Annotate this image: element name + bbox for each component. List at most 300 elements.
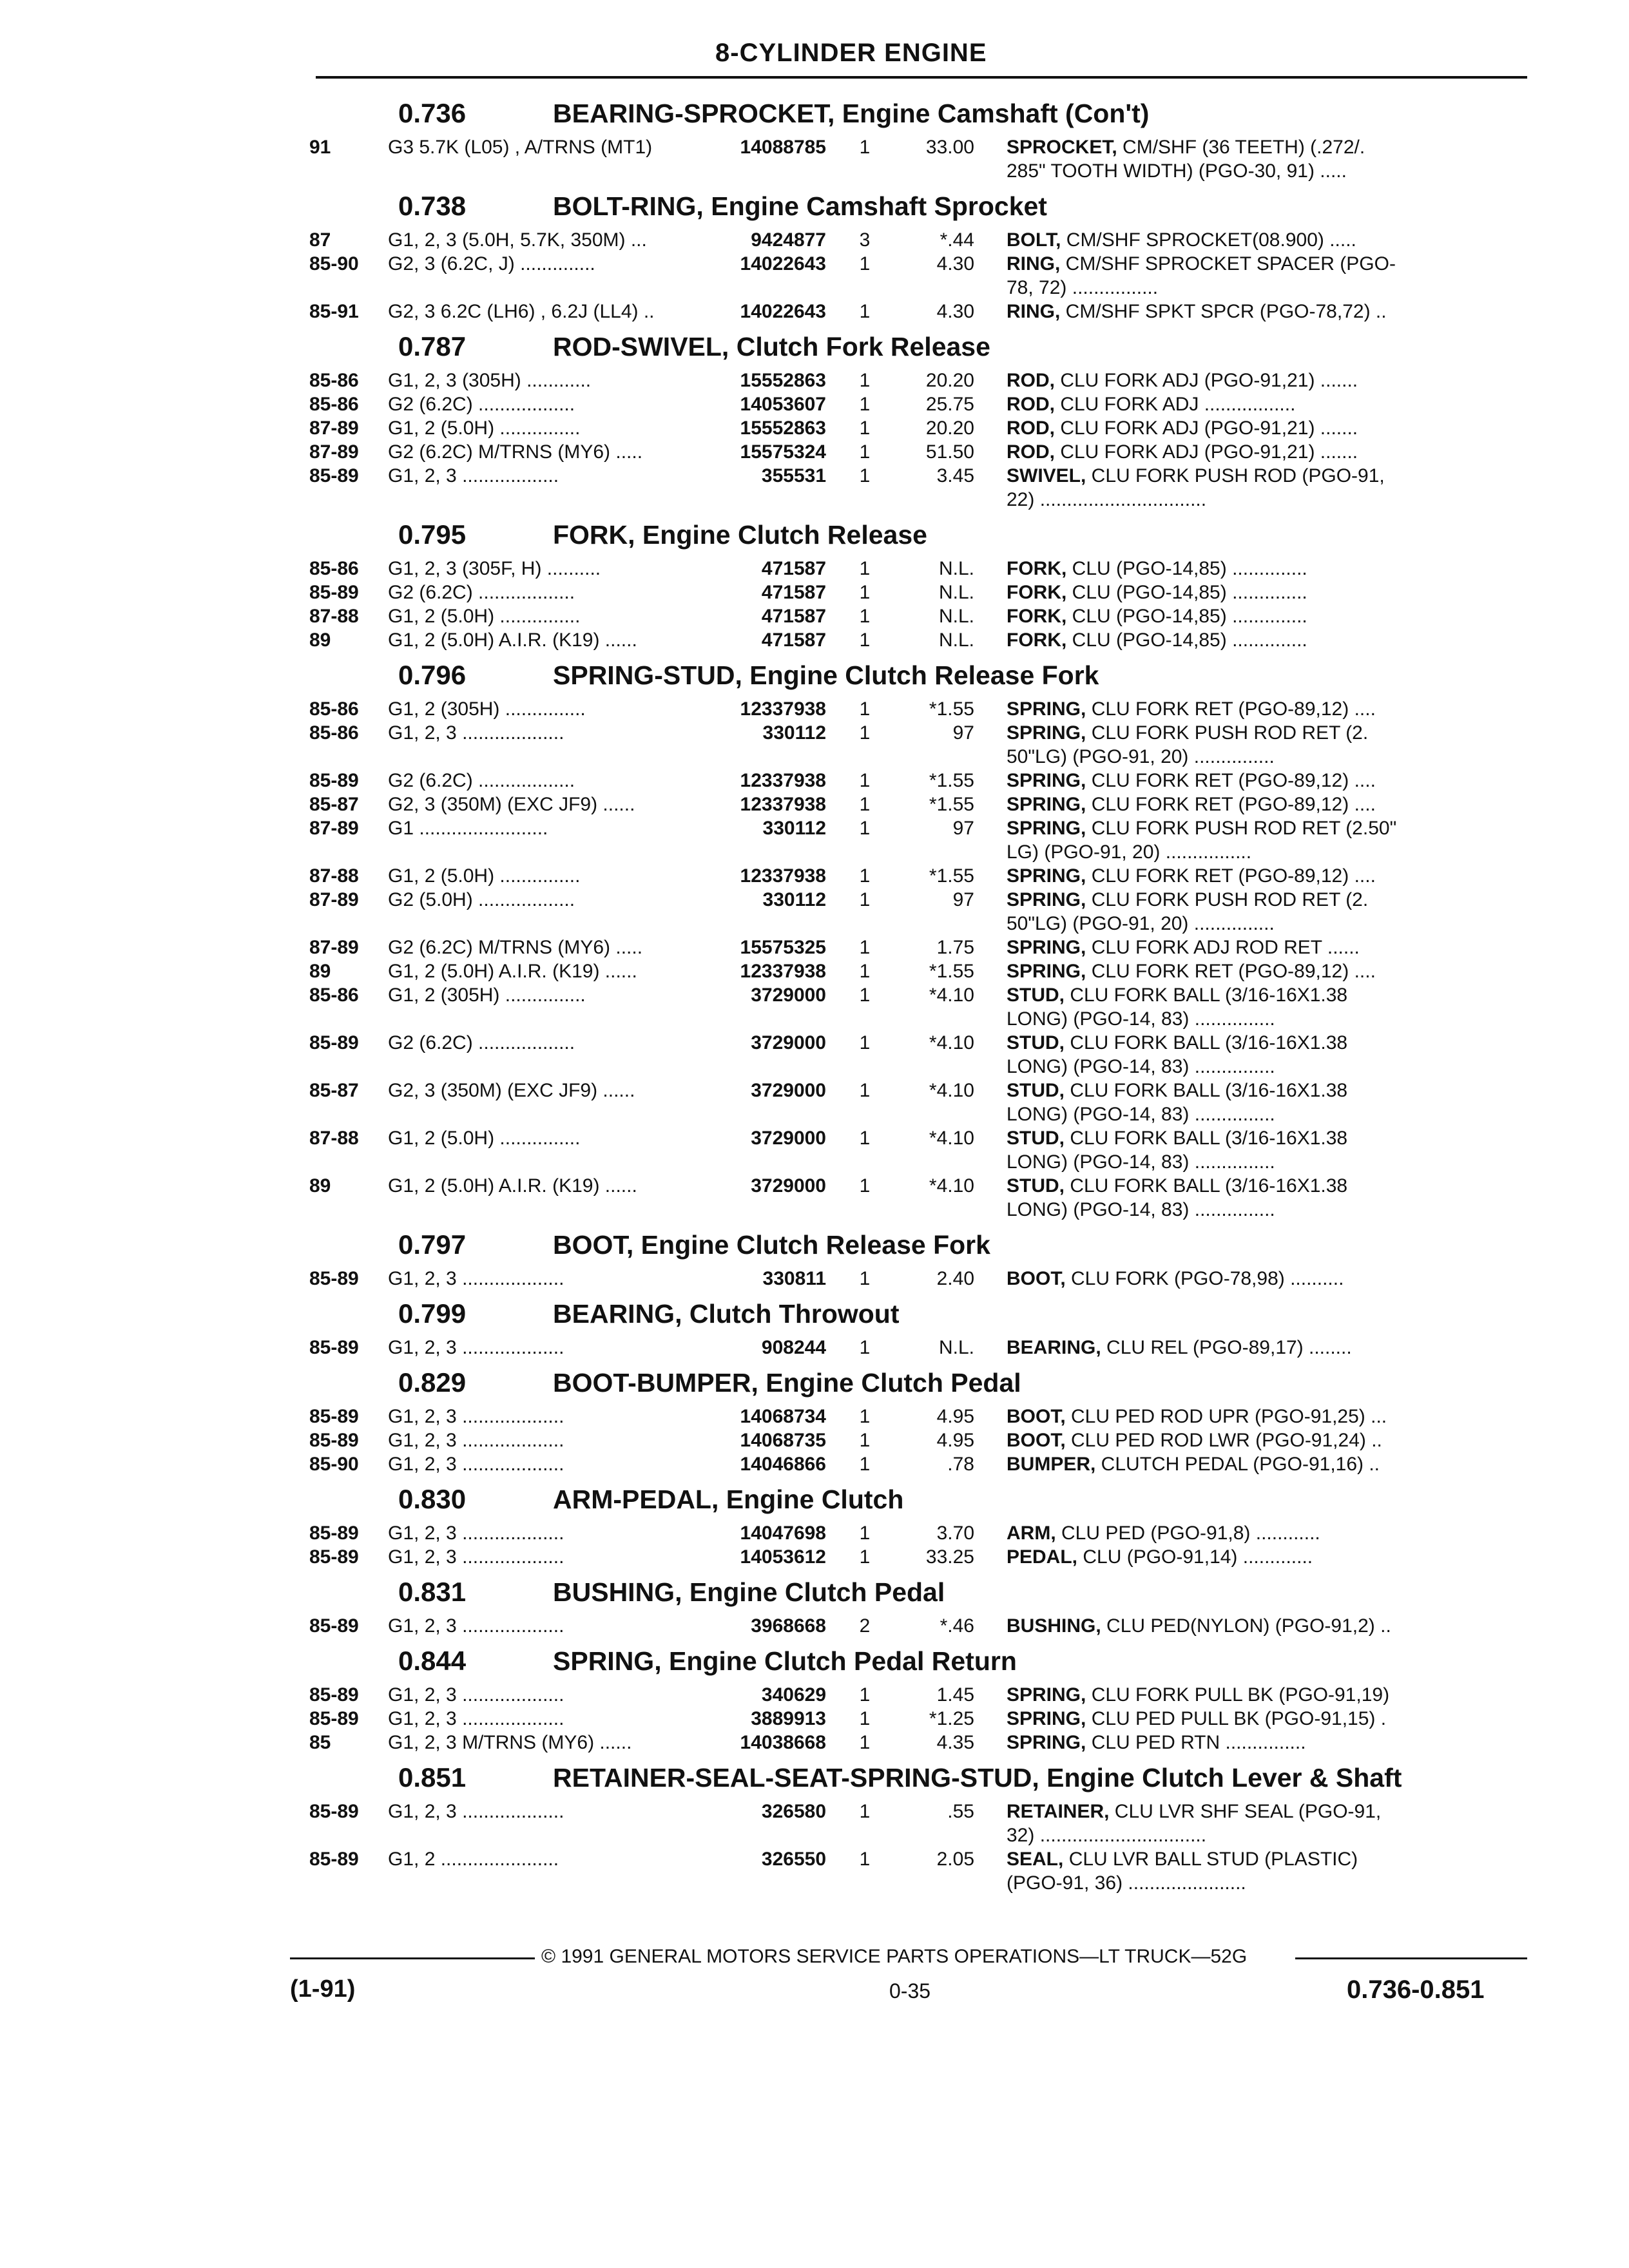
description-noun: STUD, [1007,985,1065,1006]
price: .55 [947,1801,974,1822]
model-years: 85-89 [309,1801,359,1822]
price: N.L. [938,558,974,579]
application: G1, 2, 3 (305H) ............ [388,370,592,391]
quantity: 1 [859,1032,871,1053]
description-noun: SWIVEL, [1007,465,1086,486]
part-number: 340629 [761,1684,826,1706]
quantity: 1 [859,937,871,958]
table-row [309,1683,1540,1707]
part-number: 14022643 [740,253,826,274]
part-number: 3729000 [751,1128,826,1149]
description [974,1683,1470,1707]
description [974,1428,1470,1452]
part-number: 15575324 [740,441,826,463]
price: 4.30 [936,301,974,322]
model-years: 85-89 [309,1337,359,1358]
description [974,300,1470,323]
section-header [309,660,1540,697]
description [974,1336,1470,1360]
description-text: CM/SHF (36 TEETH) (.272/. 285" TOOTH WIDTH) (PGO-30, 91) ..... [1007,137,1365,182]
description-noun: BUMPER, [1007,1454,1096,1475]
model-years: 89 [309,629,331,651]
table-row [309,793,1540,816]
price: 4.35 [936,1732,974,1753]
price: 1.45 [936,1684,974,1706]
model-years: 87-88 [309,606,359,627]
price: .78 [947,1454,974,1475]
application: G1, 2 (305H) ............... [388,985,586,1006]
section-title: ARM-PEDAL, Engine Clutch [553,1485,904,1514]
quantity: 1 [859,1430,871,1451]
table-row [309,721,1540,769]
description-noun: STUD, [1007,1128,1065,1149]
price: 97 [952,722,974,744]
table-row [309,1031,1540,1079]
model-years: 85 [309,1732,331,1753]
section-title: BEARING, Clutch Throwout [553,1299,900,1329]
model-years: 85-90 [309,253,359,274]
description [974,1031,1470,1079]
price: *.44 [940,229,974,251]
description-noun: SPRING, [1007,818,1086,839]
description-noun: SPRING, [1007,961,1086,982]
application: G2 (6.2C) .................. [388,582,575,603]
table-row [309,1405,1540,1428]
description [974,1731,1470,1754]
description-noun: SPRING, [1007,698,1086,720]
price: N.L. [938,606,974,627]
table-row [309,416,1540,440]
table-row [309,628,1540,652]
description [974,721,1470,769]
price: 4.30 [936,253,974,274]
application: G3 5.7K (L05) , A/TRNS (MT1) [388,137,653,158]
application: G1, 2, 3 ................... [388,1523,564,1544]
description-text: CLU PED ROD UPR (PGO-91,25) ... [1065,1406,1387,1427]
quantity: 1 [859,137,871,158]
table-row [309,1126,1540,1174]
description [974,604,1470,628]
table-row [309,440,1540,464]
price: 1.75 [936,937,974,958]
section-title: SPRING, Engine Clutch Pedal Return [553,1646,1017,1676]
table-row [309,1731,1540,1754]
table-row [309,936,1540,959]
price: *1.55 [929,770,974,791]
quantity: 1 [859,770,871,791]
application: G1, 2, 3 ................... [388,1454,564,1475]
part-number: 3889913 [751,1708,826,1729]
price: 97 [952,889,974,910]
price: 97 [952,818,974,839]
quantity: 1 [859,582,871,603]
section-code: 0.831 [398,1577,467,1607]
description-noun: ROD, [1007,370,1055,391]
description-text: CLU FORK RET (PGO-89,12) .... [1086,961,1376,982]
description-noun: FORK, [1007,558,1067,579]
footer-date: (1-91) [290,1975,356,2003]
section-header [309,1646,1540,1683]
description [974,888,1470,936]
section-title: RETAINER-SEAL-SEAT-SPRING-STUD, Engine Clutch Lever & Shaft [553,1763,1402,1792]
quantity: 1 [859,465,871,486]
footer-page-number: 0-35 [889,1979,931,2003]
description [974,1800,1470,1847]
application: G1, 2 (5.0H) ............... [388,418,581,439]
section-code: 0.797 [398,1229,467,1260]
quantity: 1 [859,818,871,839]
description [974,816,1470,864]
model-years: 85-86 [309,722,359,744]
part-number: 14038668 [740,1732,826,1753]
section-title: ROD-SWIVEL, Clutch Fork Release [553,332,990,361]
part-number: 326550 [761,1849,826,1870]
table-row [309,1521,1540,1545]
description [974,1267,1470,1291]
table-row [309,959,1540,983]
description-text: CLU FORK BALL (3/16-16X1.38 LONG) (PGO-14, 83) ............... [1007,1032,1348,1077]
description [974,369,1470,392]
part-number: 15575325 [740,937,826,958]
description [974,440,1470,464]
section-code: 0.796 [398,660,467,690]
section-code: 0.799 [398,1298,467,1329]
quantity: 1 [859,394,871,415]
model-years: 85-90 [309,1454,359,1475]
description [974,392,1470,416]
price: 20.20 [925,418,974,439]
section-header [309,1762,1540,1800]
price: 4.95 [936,1406,974,1427]
description-noun: BOOT, [1007,1430,1066,1451]
section-title: SPRING-STUD, Engine Clutch Release Fork [553,660,1099,690]
part-number: 12337938 [740,794,826,815]
table-row [309,135,1540,183]
description [974,864,1470,888]
model-years: 85-86 [309,558,359,579]
application: G1, 2, 3 ................... [388,1801,564,1822]
description-text: CLU FORK ADJ (PGO-91,21) ....... [1055,441,1358,463]
description-text: CLU FORK ADJ (PGO-91,21) ....... [1055,370,1358,391]
table-row [309,392,1540,416]
price: 4.95 [936,1430,974,1451]
part-number: 15552863 [740,418,826,439]
description [974,1707,1470,1731]
price: *1.55 [929,865,974,887]
price: *1.55 [929,698,974,720]
application: G1, 2 (5.0H) ............... [388,606,581,627]
part-number: 326580 [761,1801,826,1822]
description-noun: ROD, [1007,394,1055,415]
part-number: 14053612 [740,1546,826,1568]
application: G2 (6.2C) M/TRNS (MY6) ..... [388,937,643,958]
model-years: 87-88 [309,1128,359,1149]
quantity: 1 [859,418,871,439]
description [974,697,1470,721]
description-noun: SPRING, [1007,937,1086,958]
part-number: 471587 [761,558,826,579]
section-header [309,519,1540,557]
description [974,464,1470,512]
model-years: 85-89 [309,1684,359,1706]
table-row [309,1267,1540,1291]
description-text: CLU PED ROD LWR (PGO-91,24) .. [1065,1430,1382,1451]
part-number: 14068735 [740,1430,826,1451]
part-number: 3729000 [751,985,826,1006]
table-row [309,228,1540,252]
description [974,628,1470,652]
description-text: CLU (PGO-14,85) .............. [1066,582,1307,603]
model-years: 87 [309,229,331,251]
table-row [309,1847,1540,1895]
quantity: 1 [859,1732,871,1753]
quantity: 3 [859,229,871,251]
quantity: 1 [859,1454,871,1475]
description [974,769,1470,793]
price: *4.10 [929,1175,974,1196]
quantity: 1 [859,1175,871,1196]
description [974,416,1470,440]
quantity: 1 [859,794,871,815]
table-row [309,1174,1540,1222]
application: G1, 2, 3 M/TRNS (MY6) ...... [388,1732,632,1753]
quantity: 1 [859,1406,871,1427]
section-title: BUSHING, Engine Clutch Pedal [553,1577,945,1607]
description-text: CLU PED (PGO-91,8) ............ [1055,1523,1320,1544]
model-years: 85-89 [309,1708,359,1729]
model-years: 85-87 [309,794,359,815]
part-number: 3729000 [751,1175,826,1196]
price: *1.25 [929,1708,974,1729]
description-text: CLU (PGO-14,85) .............. [1066,558,1307,579]
description-text: CLU FORK BALL (3/16-16X1.38 LONG) (PGO-14, 83) ............... [1007,1080,1348,1125]
description-noun: ROD, [1007,441,1055,463]
model-years: 91 [309,137,331,158]
description-noun: SPRING, [1007,1732,1086,1753]
part-number: 471587 [761,629,826,651]
part-number: 14022643 [740,301,826,322]
quantity: 1 [859,558,871,579]
description [974,135,1470,183]
part-number: 330112 [762,818,826,839]
table-row [309,1336,1540,1360]
model-years: 85-89 [309,770,359,791]
description-text: CLU FORK PUSH ROD RET (2. 50"LG) (PGO-91, 20) ............... [1007,889,1369,934]
description-noun: SPRING, [1007,770,1086,791]
application: G1, 2, 3 (5.0H, 5.7K, 350M) ... [388,229,647,251]
part-number: 471587 [761,582,826,603]
part-number: 908244 [761,1337,826,1358]
application: G1, 2, 3 ................... [388,1546,564,1568]
application: G2 (5.0H) .................. [388,889,575,910]
description-text: CLU FORK ADJ ................. [1055,394,1296,415]
application: G1, 2 (5.0H) A.I.R. (K19) ...... [388,961,637,982]
description-noun: STUD, [1007,1032,1065,1053]
model-years: 87-89 [309,418,359,439]
description [974,1614,1470,1638]
quantity: 1 [859,722,871,744]
section-title: FORK, Engine Clutch Release [553,520,927,550]
part-number: 330112 [762,722,826,744]
table-row [309,1079,1540,1126]
model-years: 85-89 [309,1268,359,1289]
quantity: 1 [859,1080,871,1101]
price: *1.55 [929,961,974,982]
table-row [309,864,1540,888]
part-number: 471587 [761,606,826,627]
section-header [309,191,1540,228]
table-row [309,697,1540,721]
quantity: 1 [859,1801,871,1822]
description-noun: FORK, [1007,629,1067,651]
parts-catalog [309,90,1540,1895]
price: N.L. [938,1337,974,1358]
model-years: 87-88 [309,865,359,887]
description-text: CLU FORK PUSH ROD (PGO-91, 22) ............................... [1007,465,1385,510]
model-years: 87-89 [309,889,359,910]
model-years: 85-86 [309,698,359,720]
description-noun: SPRING, [1007,1708,1086,1729]
table-row [309,1707,1540,1731]
application: G2 (6.2C) .................. [388,770,575,791]
description-text: CLU FORK BALL (3/16-16X1.38 LONG) (PGO-14, 83) ............... [1007,1128,1348,1173]
section-header [309,1298,1540,1336]
part-number: 14047698 [740,1523,826,1544]
description-text: CLUTCH PEDAL (PGO-91,16) .. [1095,1454,1380,1475]
table-row [309,557,1540,581]
quantity: 1 [859,1337,871,1358]
table-row [309,1452,1540,1476]
quantity: 1 [859,961,871,982]
table-row [309,983,1540,1031]
description-text: CLU FORK PUSH ROD RET (2.50" LG) (PGO-91, 20) ................ [1007,818,1397,863]
description [974,1847,1470,1895]
section-title: BOOT, Engine Clutch Release Fork [553,1230,990,1260]
description-noun: SPRING, [1007,865,1086,887]
description-text: CLU PED(NYLON) (PGO-91,2) .. [1101,1615,1391,1637]
model-years: 85-89 [309,1406,359,1427]
quantity: 1 [859,441,871,463]
description [974,959,1470,983]
description-text: CLU (PGO-14,85) .............. [1066,606,1307,627]
model-years: 87-89 [309,441,359,463]
footer-range: 0.736-0.851 [1347,1975,1485,2004]
quantity: 2 [859,1615,871,1637]
quantity: 1 [859,1523,871,1544]
model-years: 87-89 [309,937,359,958]
model-years: 87-89 [309,818,359,839]
part-number: 14088785 [740,137,826,158]
quantity: 1 [859,865,871,887]
description [974,793,1470,816]
description-noun: BOLT, [1007,229,1061,251]
model-years: 85-89 [309,1032,359,1053]
model-years: 85-91 [309,301,359,322]
model-years: 85-86 [309,394,359,415]
header-rule [316,76,1527,79]
quantity: 1 [859,1684,871,1706]
description-noun: SPROCKET, [1007,137,1117,158]
description [974,1079,1470,1126]
price: 20.20 [925,370,974,391]
application: G1, 2 (5.0H) A.I.R. (K19) ...... [388,1175,637,1196]
application: G2, 3 6.2C (LH6) , 6.2J (LL4) .. [388,301,655,322]
description [974,252,1470,300]
table-row [309,252,1540,300]
part-number: 14053607 [740,394,826,415]
description-text: CM/SHF SPROCKET(08.900) ..... [1061,229,1356,251]
description-text: CLU FORK RET (PGO-89,12) .... [1086,794,1376,815]
quantity: 1 [859,1708,871,1729]
table-row [309,816,1540,864]
model-years: 85-89 [309,1523,359,1544]
quantity: 1 [859,370,871,391]
application: G1, 2, 3 ................... [388,1406,564,1427]
part-number: 14068734 [740,1406,826,1427]
section-header [309,98,1540,135]
section-header [309,1367,1540,1405]
description-text: CLU (PGO-91,14) ............. [1077,1546,1313,1568]
quantity: 1 [859,629,871,651]
description [974,1521,1470,1545]
table-row [309,1800,1540,1847]
description-noun: PEDAL, [1007,1546,1078,1568]
section-code: 0.738 [398,191,467,221]
application: G2, 3 (6.2C, J) .............. [388,253,595,274]
description-text: CLU FORK PULL BK (PGO-91,19) [1086,1684,1390,1706]
section-code: 0.829 [398,1367,467,1398]
description-text: CLU FORK RET (PGO-89,12) .... [1086,770,1376,791]
description-noun: SPRING, [1007,1684,1086,1706]
application: G1, 2, 3 ................... [388,1615,564,1637]
application: G1, 2 (305H) ............... [388,698,586,720]
price: *4.10 [929,985,974,1006]
quantity: 1 [859,606,871,627]
table-row [309,1428,1540,1452]
description-noun: STUD, [1007,1080,1065,1101]
description [974,983,1470,1031]
price: *4.10 [929,1080,974,1101]
price: *1.55 [929,794,974,815]
description-noun: BOOT, [1007,1268,1066,1289]
quantity: 1 [859,1128,871,1149]
description-noun: RETAINER, [1007,1801,1110,1822]
price: *.46 [940,1615,974,1637]
part-number: 330811 [762,1268,826,1289]
model-years: 85-89 [309,582,359,603]
description-noun: SPRING, [1007,794,1086,815]
model-years: 85-89 [309,1546,359,1568]
application: G2, 3 (350M) (EXC JF9) ...... [388,1080,635,1101]
quantity: 1 [859,1849,871,1870]
table-row [309,300,1540,323]
quantity: 1 [859,1268,871,1289]
description [974,1452,1470,1476]
footer-rule-right [1295,1957,1527,1959]
price: 2.05 [936,1849,974,1870]
description-noun: STUD, [1007,1175,1065,1196]
footer-copyright: © 1991 GENERAL MOTORS SERVICE PARTS OPERATIONS—LT TRUCK—52G [541,1946,1248,1967]
description-text: CLU (PGO-14,85) .............. [1066,629,1307,651]
description-noun: BOOT, [1007,1406,1066,1427]
price: N.L. [938,582,974,603]
description-text: CLU FORK (PGO-78,98) .......... [1065,1268,1344,1289]
section-header [309,1484,1540,1521]
model-years: 85-89 [309,465,359,486]
quantity: 1 [859,889,871,910]
description-noun: ARM, [1007,1523,1056,1544]
application: G1, 2, 3 .................. [388,465,559,486]
